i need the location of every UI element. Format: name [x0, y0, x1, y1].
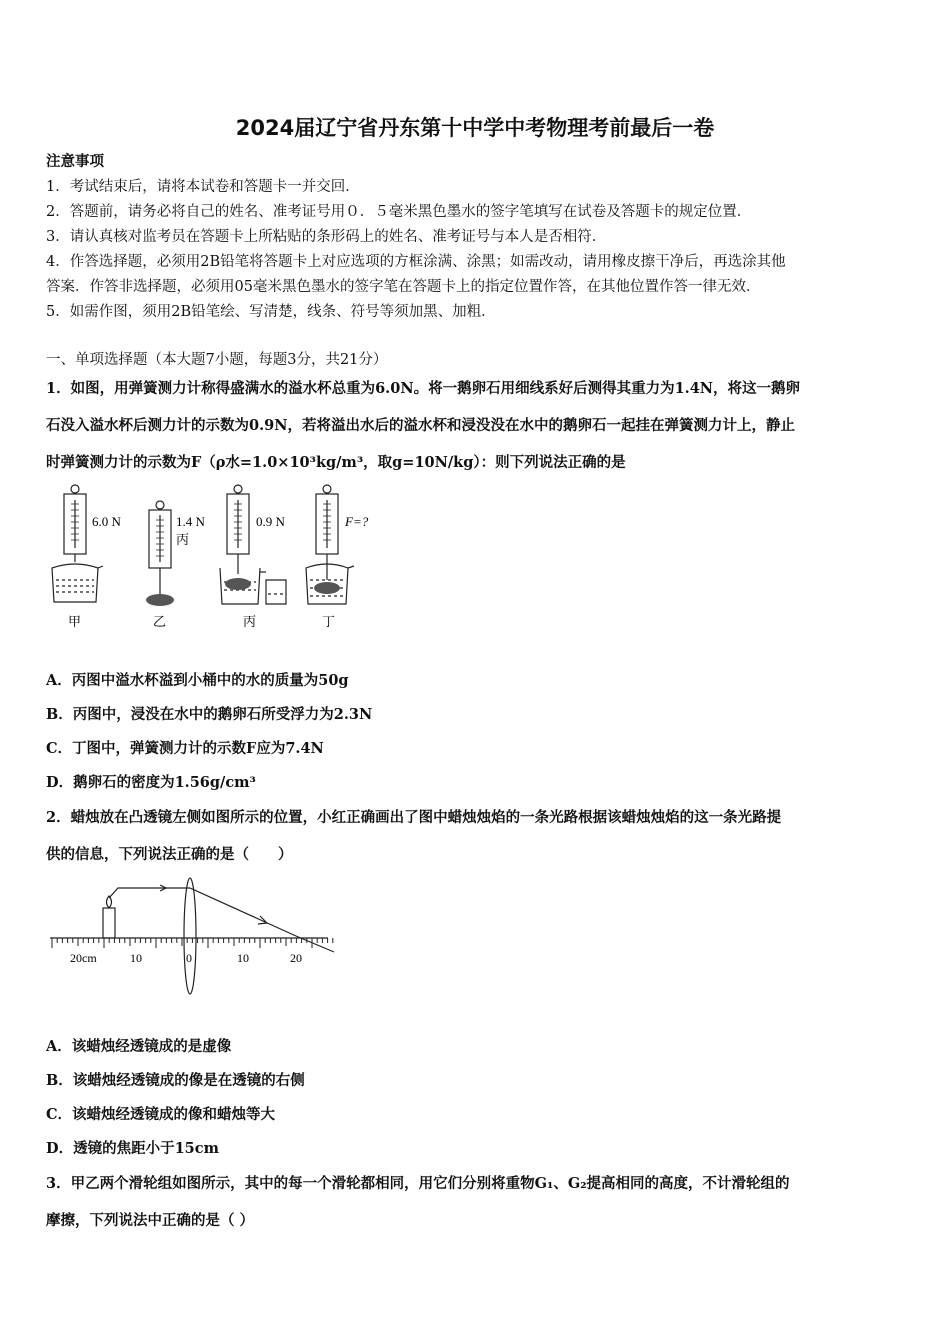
- q1-option-c[interactable]: C．丁图中，弹簧测力计的示数F应为7.4N: [46, 740, 324, 757]
- reading-2: 1.4 N: [176, 514, 205, 529]
- figure-label-jia: 甲: [68, 614, 82, 629]
- figure-label-ding: 丁: [322, 614, 336, 629]
- question-2-line: 供的信息，下列说法正确的是（ ）: [46, 846, 293, 863]
- tick-label: 10: [130, 951, 142, 965]
- question-3-line: 摩擦，下列说法中正确的是（ ）: [46, 1212, 255, 1229]
- lens-figure: [48, 876, 348, 1000]
- notice-item: 4．作答选择题，必须用2B铅笔将答题卡上对应选项的方框涂满、涂黑；如需改动，请用橡皮擦干净后，再选涂其他: [46, 254, 786, 270]
- question-1-line: 1．如图，用弹簧测力计称得盛满水的溢水杯总重为6.0N。将一鹅卵石用细线系好后测得其重力为1.4N，将这一鹅卵: [46, 380, 801, 397]
- reading-3: 0.9 N: [256, 514, 285, 529]
- q2-option-a[interactable]: A．该蜡烛经透镜成的是虚像: [46, 1038, 232, 1055]
- q1-option-a[interactable]: A．丙图中溢水杯溢到小桶中的水的质量为50g: [46, 672, 349, 689]
- notice-heading: 注意事项: [46, 153, 104, 170]
- q1-option-d[interactable]: D．鹅卵石的密度为1.56g/cm³: [46, 774, 256, 791]
- reading-2-note: 丙: [176, 532, 190, 547]
- tick-label: 10: [237, 951, 249, 965]
- figure-label-bing: 丙: [243, 614, 257, 629]
- question-1-line: 时弹簧测力计的示数为F（ρ水=1.0×10³kg/m³，取g=10N/kg）：则下列说法正确的是: [46, 454, 626, 471]
- spring-scale-figure: [40, 482, 400, 632]
- notice-item: 5．如需作图，须用2B铅笔绘、写清楚，线条、符号等须加黑、加粗．: [46, 304, 496, 320]
- notice-item: 答案．作答非选择题，必须用05毫米黑色墨水的签字笔在答题卡上的指定位置作答，在其他位置作答一律无效．: [46, 279, 761, 295]
- section-heading: 一、单项选择题（本大题7小题，每题3分，共21分）: [46, 352, 388, 368]
- tick-label: 0: [186, 951, 192, 965]
- q2-option-d[interactable]: D．透镜的焦距小于15cm: [46, 1140, 219, 1157]
- reading-4: F=?: [345, 514, 369, 529]
- reading-1: 6.0 N: [92, 514, 121, 529]
- notice-item: 1．考试结束后，请将本试卷和答题卡一并交回．: [46, 179, 360, 195]
- question-2-line: 2．蜡烛放在凸透镜左侧如图所示的位置，小红正确画出了图中蜡烛烛焰的一条光路根据该蜡烛烛焰的这一条光路提: [46, 809, 782, 826]
- notice-item: 3．请认真核对监考员在答题卡上所粘贴的条形码上的姓名、准考证号与本人是否相符．: [46, 229, 607, 245]
- tick-label: 20: [290, 951, 302, 965]
- question-3-line: 3．甲乙两个滑轮组如图所示，其中的每一个滑轮都相同，用它们分别将重物G₁、G₂提高相同的高度，不计滑轮组的: [46, 1175, 790, 1192]
- question-1-line: 石没入溢水杯后测力计的示数为0.9N，若将溢出水后的溢水杯和浸没没在水中的鹅卵石一起挂在弹簧测力计上，静止: [46, 417, 795, 434]
- page-title: 2024届辽宁省丹东第十中学中考物理考前最后一卷: [235, 116, 715, 140]
- notice-item: 2．答题前，请务必将自己的姓名、准考证号用０．５毫米黑色墨水的签字笔填写在试卷及答题卡的规定位置．: [46, 204, 752, 220]
- q1-option-b[interactable]: B．丙图中，浸没在水中的鹅卵石所受浮力为2.3N: [46, 706, 373, 723]
- q2-option-b[interactable]: B．该蜡烛经透镜成的像是在透镜的右侧: [46, 1072, 305, 1089]
- q2-option-c[interactable]: C．该蜡烛经透镜成的像和蜡烛等大: [46, 1106, 276, 1123]
- figure-label-yi: 乙: [153, 614, 167, 629]
- tick-label: 20cm: [70, 951, 97, 965]
